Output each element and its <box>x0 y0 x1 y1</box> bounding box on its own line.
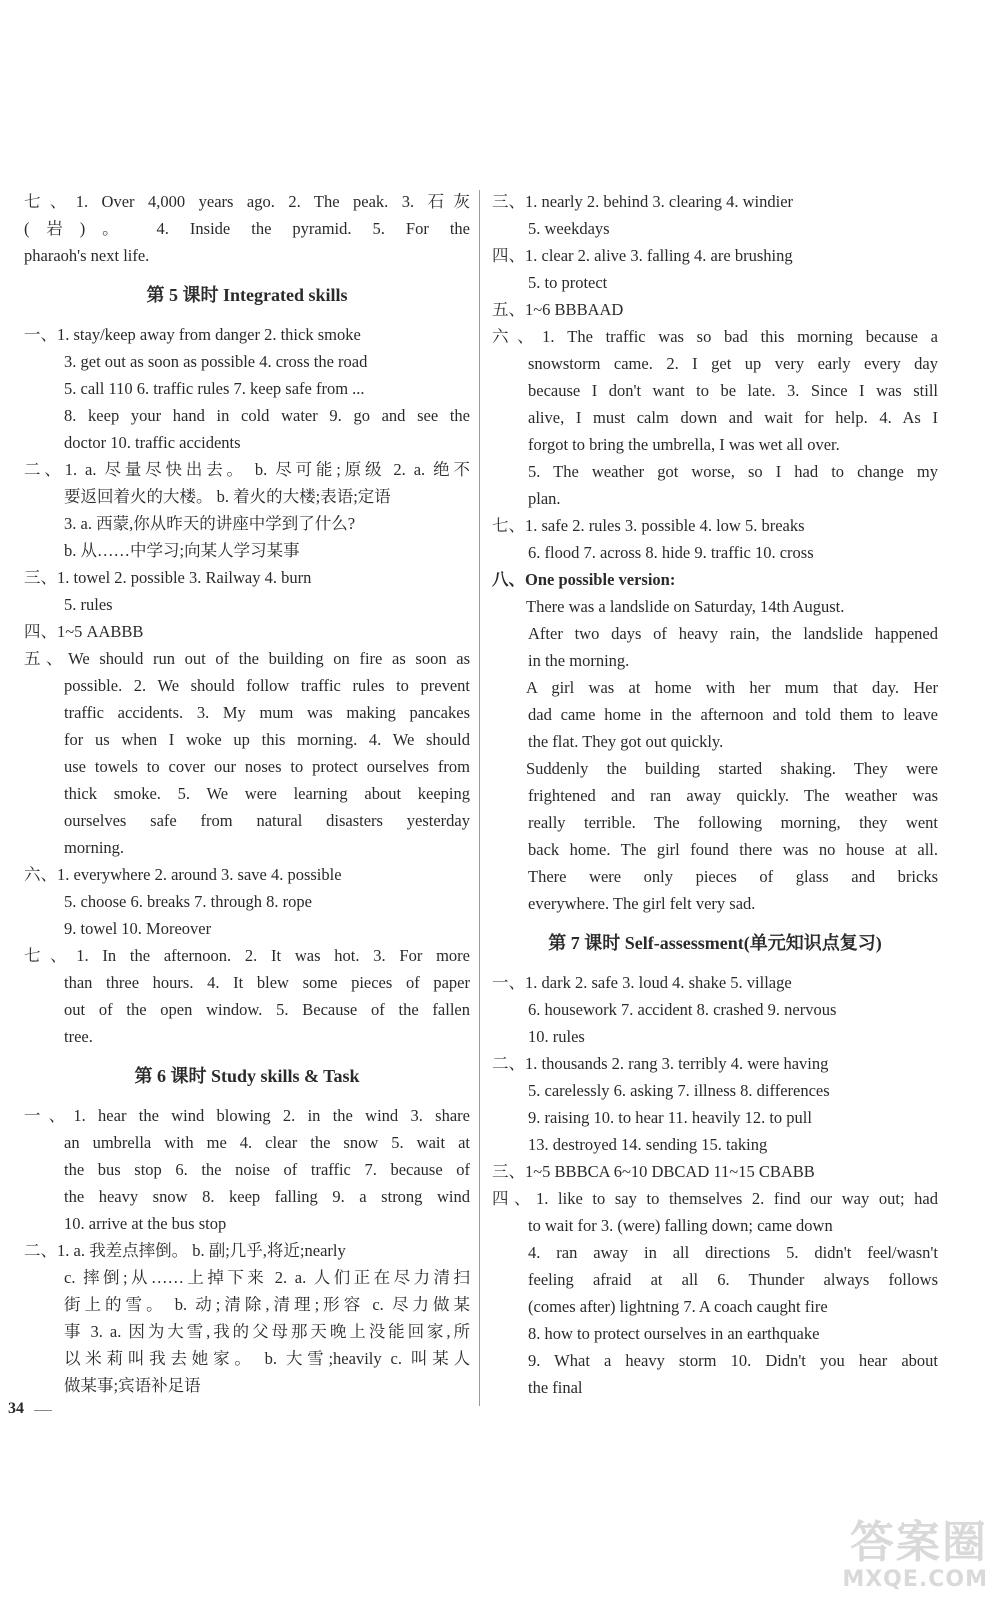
answer-line: forgot to bring the umbrella, I was wet all over. <box>528 435 840 454</box>
answer-line: 13. destroyed 14. sending 15. taking <box>528 1135 768 1154</box>
answer-line: 二、1. a. 我差点摔倒。 b. 副;几乎,将近;nearly <box>24 1241 346 1260</box>
answer-line: 事 3. a. 因为大雪,我的父母那天晚上没能回家,所 <box>64 1322 470 1341</box>
answer-line: the flat. They got out quickly. <box>528 732 724 751</box>
answer-line: really terrible. The following morning, they went <box>528 813 938 832</box>
answer-line: thick smoke. 5. We were learning about keeping <box>64 784 470 803</box>
answer-line: because I don't want to be late. 3. Since I was still <box>528 381 938 400</box>
answer-line: 七、1. In the afternoon. 2. It was hot. 3. For more <box>24 946 470 965</box>
answer-line: dad came home in the afternoon and told them to leave <box>528 705 938 724</box>
lesson-heading: 第 7 课时 Self-assessment(单元知识点复习) <box>548 933 882 953</box>
answer-line: 8. keep your hand in cold water 9. go and see the <box>64 406 470 425</box>
answer-line: Suddenly the building started shaking. They were <box>526 759 938 778</box>
answer-line: (岩)。 4. Inside the pyramid. 5. For the <box>24 219 470 238</box>
answer-line: for us when I woke up this morning. 4. We should <box>64 730 470 749</box>
answer-line: morning. <box>64 838 125 857</box>
answer-line: 五、We should run out of the building on fire as soon as <box>24 649 470 668</box>
answer-line: 三、1. towel 2. possible 3. Railway 4. burn <box>24 568 312 587</box>
answer-line: 5. to protect <box>528 273 608 292</box>
answer-line: out of the open window. 5. Because of the fallen <box>64 1000 470 1019</box>
answer-line: in the morning. <box>528 651 630 670</box>
answer-line: (comes after) lightning 7. A coach caught fire <box>528 1297 828 1316</box>
answer-line: 3. get out as soon as possible 4. cross the road <box>64 352 368 371</box>
answer-line: 3. a. 西蒙,你从昨天的讲座中学到了什么? <box>64 514 356 533</box>
answer-line: 五、1~6 BBBAAD <box>492 300 624 319</box>
answer-line: After two days of heavy rain, the landslide happened <box>528 624 938 643</box>
column-divider <box>479 190 480 1406</box>
answer-line: 六、1. everywhere 2. around 3. save 4. possible <box>24 865 342 884</box>
answer-line: 做某事;宾语补足语 <box>64 1376 201 1395</box>
answer-line: the final <box>528 1378 583 1397</box>
answer-line: A girl was at home with her mum that day. Her <box>526 678 938 697</box>
left-column <box>24 188 470 1399</box>
answer-line: 9. raising 10. to hear 11. heavily 12. to pull <box>528 1108 812 1127</box>
answer-line: to wait for 3. (were) falling down; came down <box>528 1216 833 1235</box>
answer-line: 9. What a heavy storm 10. Didn't you hear about <box>528 1351 938 1370</box>
answer-line: 4. ran away in all directions 5. didn't feel/wasn't <box>528 1243 938 1262</box>
answer-line: 一、1. dark 2. safe 3. loud 4. shake 5. village <box>492 973 792 992</box>
answer-line: alive, I must calm down and wait for help. 4. As I <box>528 408 938 427</box>
watermark-logo <box>842 1519 988 1592</box>
answer-line: 5. call 110 6. traffic rules 7. keep safe from ... <box>64 379 365 398</box>
answer-line: tree. <box>64 1027 93 1046</box>
answer-line: 四、1. like to say to themselves 2. find our way out; had <box>492 1189 938 1208</box>
answer-line: everywhere. The girl felt very sad. <box>528 894 756 913</box>
answer-line: doctor 10. traffic accidents <box>64 433 241 452</box>
answer-line: 以米莉叫我去她家。 b. 大雪;heavily c. 叫某人 <box>64 1349 470 1368</box>
answer-line: 七、1. safe 2. rules 3. possible 4. low 5. breaks <box>492 516 805 535</box>
answer-line: an umbrella with me 4. clear the snow 5. wait at <box>64 1133 470 1152</box>
answer-line: 二、1. thousands 2. rang 3. terribly 4. were having <box>492 1054 829 1073</box>
answer-line: 5. carelessly 6. asking 7. illness 8. differences <box>528 1081 830 1100</box>
lesson-heading: 第 6 课时 Study skills & Task <box>134 1066 360 1086</box>
answer-line: 5. weekdays <box>528 219 610 238</box>
answer-line: 5. The weather got worse, so I had to change my <box>528 462 938 481</box>
answer-line: There was a landslide on Saturday, 14th August. <box>526 597 845 616</box>
answer-line: 二、1. a. 尽量尽快出去。 b. 尽可能;原级 2. a. 绝不 <box>24 460 470 479</box>
answer-line: traffic accidents. 3. My mum was making pancakes <box>64 703 470 722</box>
answer-line: 6. flood 7. across 8. hide 9. traffic 10. cross <box>528 543 814 562</box>
answer-line: 要返回着火的大楼。 b. 着火的大楼;表语;定语 <box>64 487 391 506</box>
answer-line: ourselves safe from natural disasters yesterday <box>64 811 470 830</box>
answer-line: snowstorm came. 2. I get up very early every day <box>528 354 938 373</box>
answer-line: 10. rules <box>528 1027 585 1046</box>
answer-line: 6. housework 7. accident 8. crashed 9. nervous <box>528 1000 837 1019</box>
answer-line: There were only pieces of glass and bricks <box>528 867 938 886</box>
answer-line: 9. towel 10. Moreover <box>64 919 212 938</box>
lesson-heading: 第 5 课时 Integrated skills <box>146 285 348 305</box>
right-column <box>492 188 938 1401</box>
page-number-rule <box>34 1410 52 1411</box>
answer-line: 5. rules <box>64 595 113 614</box>
answer-line: 七、1. Over 4,000 years ago. 2. The peak. 3. 石灰 <box>24 192 470 211</box>
watermark-url: MXQE.COM <box>842 1567 988 1592</box>
answer-line: pharaoh's next life. <box>24 246 150 265</box>
answer-line: 5. choose 6. breaks 7. through 8. rope <box>64 892 312 911</box>
page-number: 34 <box>8 1400 24 1417</box>
answer-line: 八、One possible version: <box>492 570 676 589</box>
answer-line: 四、1~5 AABBB <box>24 622 144 641</box>
answer-line: b. 从……中学习;向某人学习某事 <box>64 541 300 560</box>
answer-line: back home. The girl found there was no house at all. <box>528 840 938 859</box>
answer-line: 8. how to protect ourselves in an earthquake <box>528 1324 820 1343</box>
answer-line: possible. 2. We should follow traffic rules to prevent <box>64 676 470 695</box>
answer-line: 三、1~5 BBBCA 6~10 DBCAD 11~15 CBABB <box>492 1162 815 1181</box>
answer-line: 一、1. hear the wind blowing 2. in the wind 3. share <box>24 1106 470 1125</box>
answer-line: the bus stop 6. the noise of traffic 7. because of <box>64 1160 470 1179</box>
answer-line: 四、1. clear 2. alive 3. falling 4. are brushing <box>492 246 793 265</box>
answer-line: frightened and ran away quickly. The weather was <box>528 786 938 805</box>
answer-line: 六、1. The traffic was so bad this morning because a <box>492 327 938 346</box>
answer-line: use towels to cover our noses to protect ourselves from <box>64 757 470 776</box>
watermark-main: 答案圈 <box>850 1517 988 1568</box>
answer-line: the heavy snow 8. keep falling 9. a strong wind <box>64 1187 470 1206</box>
answer-line: plan. <box>528 489 561 508</box>
answer-line: c. 摔倒;从……上掉下来 2. a. 人们正在尽力清扫 <box>64 1268 470 1287</box>
answer-line: 三、1. nearly 2. behind 3. clearing 4. windier <box>492 192 794 211</box>
answer-line: 街上的雪。 b. 动;清除,清理;形容 c. 尽力做某 <box>64 1295 470 1314</box>
answer-line: than three hours. 4. It blew some pieces of paper <box>64 973 470 992</box>
answer-line: feeling afraid at all 6. Thunder always follows <box>528 1270 938 1289</box>
answer-line: 一、1. stay/keep away from danger 2. thick smoke <box>24 325 361 344</box>
answer-line: 10. arrive at the bus stop <box>64 1214 227 1233</box>
